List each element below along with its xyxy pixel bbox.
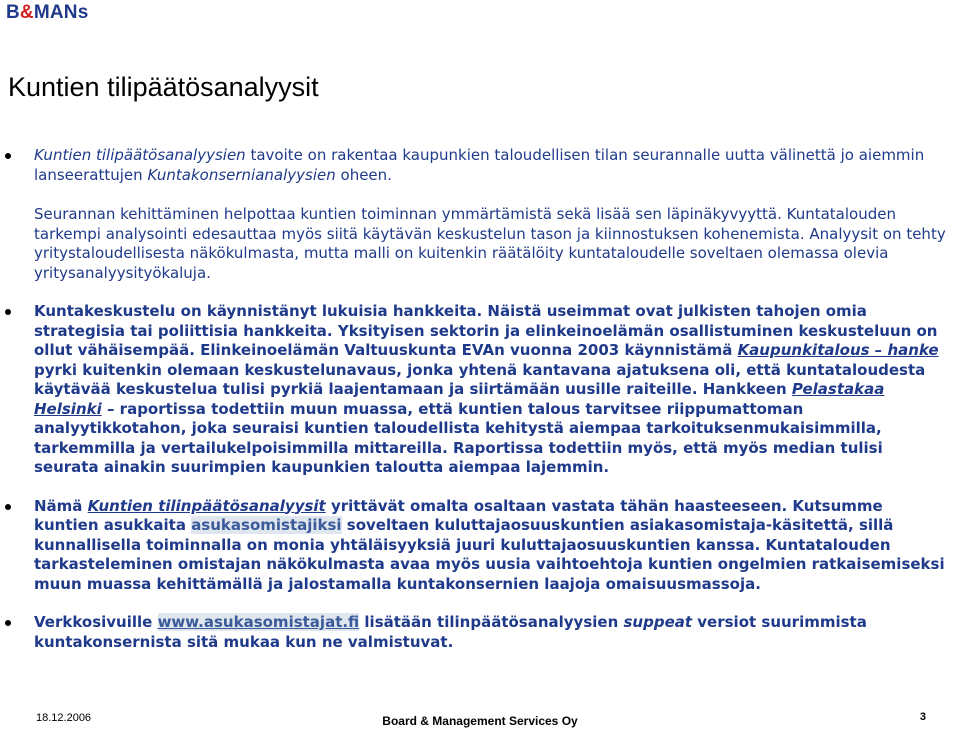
- link-kuntien-tilinpaatosanalyysit[interactable]: Kuntien tilinpäätösanalyysit: [87, 496, 326, 515]
- footer-date: 18.12.2006: [36, 712, 92, 724]
- page-title: Kuntien tilipäätösanalyysit: [8, 72, 319, 102]
- link-pelastakaa-helsinki[interactable]: Pelastakaa Helsinki: [34, 380, 885, 418]
- bullet-3-text-3: soveltaen kuluttajaosuuskuntien asiakasomistaja-käsitettä, sillä kunnallisella toiminnalla on monia yhtäläisyyksiä juuri kuluttajaosuuskuntien kanssa. Kuntatalouden tarkasteleminen omistajan näkökulmasta avaa myös uusia vaihtoehtoja kuntien ongelmien ratkaisemiseksi muun muassa kehittämällä ja jalostamalla kuntakonsernien laajoja omaisuusmassoja.: [34, 516, 945, 593]
- bullet-list: [0, 146, 960, 652]
- bullet-2-text-2: pyrki kuitenkin olemaan keskustelunavaus, jonka yhtenä kantavana ajatuksena oli, että kuntataloudesta käytävää keskustelua tulisi pyrkiä laajentamaan ja siirtämään uusille raiteille. Hankkeen: [34, 360, 926, 398]
- spacer: [0, 478, 960, 497]
- footer-company: Board & Management Services Oy: [382, 714, 578, 728]
- bullet-dot-icon: [5, 620, 11, 626]
- bullet-item-1: [0, 146, 960, 283]
- bullet-item-3: [0, 497, 960, 595]
- bullet-item-2: [0, 302, 960, 478]
- page-number: 3: [919, 711, 926, 723]
- bullet-item-4: [0, 613, 960, 652]
- bullet-dot-icon: [5, 504, 11, 510]
- link-kuntakonsernianalyysien[interactable]: Kuntakonsernianalyysien: [147, 165, 336, 184]
- bullet-1-paragraph-2: Seurannan kehittäminen helpottaa kuntien toiminnan ymmärtämistä sekä lisää sen läpinäkyvyyttä. Kuntatalouden tarkempi analysointi edesauttaa myös siitä käytävän keskustelun tason ja kiinnostuksen kohenemista. Analyysit on tehty yritystaloudellisesta näkökulmasta, mutta malli on kuitenkin räätälöity kuntataloudelle soveltaen olemassa olevia yritysanalyysityökaluja.: [34, 205, 946, 282]
- bullet-4-text-1: Verkkosivuille: [34, 613, 158, 631]
- link-kuntien-tilipaatosanalyysien[interactable]: Kuntien tilipäätösanalyysien: [34, 146, 246, 164]
- link-kaupunkitalous-hanke[interactable]: Kaupunkitalous – hanke: [737, 341, 939, 359]
- spacer: [0, 283, 960, 302]
- brand-part2: MANs: [33, 2, 89, 23]
- bullet-4-text-3: versiot suurimmista kuntakonsernista sitä mukaa kun ne valmistuvat.: [34, 613, 867, 651]
- bullet-3-text-2: yrittävät omalta osaltaan vastata tähän haasteeseen. Kutsumme kuntien asukkaita: [34, 496, 883, 534]
- bullet-3-text-1: Nämä: [34, 496, 88, 515]
- brand-part1: B: [6, 2, 20, 23]
- bullet-dot-icon: [5, 309, 11, 315]
- bullet-2-text-1: Kuntakeskustelu on käynnistänyt lukuisia hankkeita. Näistä useimmat ovat julkisten tahojen omia strategisia tai poliittisia hankkeita. Yksityisen sektorin ja elinkeinoelämän osallistuminen keskusteluun on ollut vähäisempää. Elinkeinoelämän Valtuuskunta EVAn vuonna 2003 käynnistämä: [34, 302, 938, 359]
- bullet-2-text-3: – raportissa todettiin muun muassa, että kuntien talous tarvitsee riippumattoman analyytikkotahon, joka seuraisi kuntien taloudellista kehitystä aiempaa tarkoituksenmukaisimmilla, tarkemmilla ja vertailukelpoisimmilla mittareilla. Raportissa todettiin myös, että myös median tulisi seurata ainakin suurimpien kaupunkien taloutta aiempaa lajemmin.: [34, 399, 883, 476]
- bullet-1-text-1: tavoite on rakentaa kaupunkien taloudellisen tilan seurannalle uutta välinettä jo aiemmin lanseerattujen: [34, 146, 925, 184]
- brand-logo: [6, 2, 88, 24]
- bullet-dot-icon: [5, 153, 11, 159]
- link-asukasomistajiksi[interactable]: asukasomistajiksi: [191, 516, 342, 534]
- link-asukasomistajat-fi[interactable]: www.asukasomistajat.fi: [157, 613, 360, 631]
- emphasis-suppeat: suppeat: [623, 613, 693, 631]
- spacer: [0, 594, 960, 613]
- brand-ampersand: &: [19, 2, 34, 23]
- bullet-1-text-2: oheen.: [335, 165, 392, 184]
- bullet-1-paragraph-1: [34, 146, 946, 185]
- bullet-4-text-2: lisätään tilinpäätösanalyysien: [359, 613, 624, 631]
